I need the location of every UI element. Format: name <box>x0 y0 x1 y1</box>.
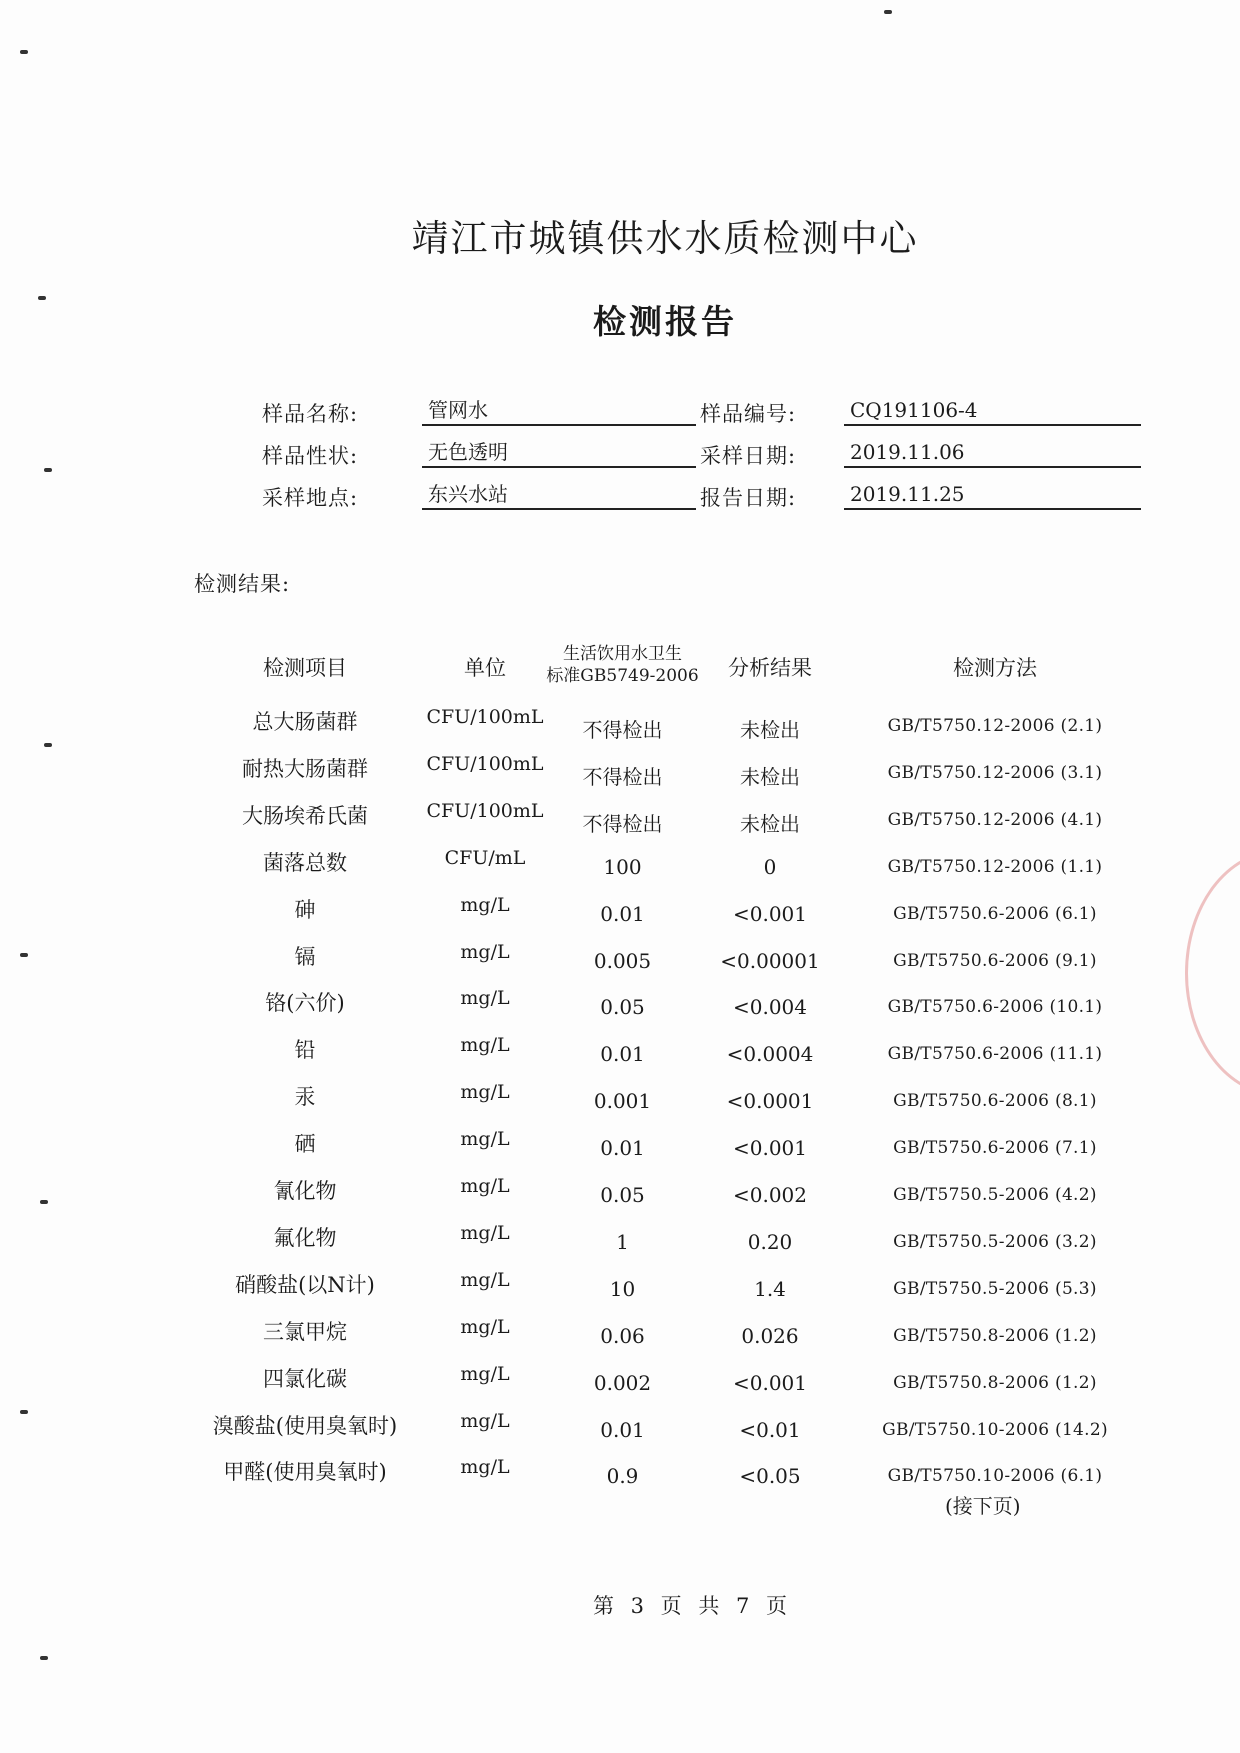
cell-method: GB/T5750.8-2006 (1.2) <box>893 1325 1097 1346</box>
cell-unit: CFU/100mL <box>426 799 544 822</box>
cell-result: 未检出 <box>740 764 800 789</box>
cell-item: 四氯化碳 <box>263 1366 347 1391</box>
cell-limit: 100 <box>603 854 642 879</box>
cell-limit: 0.05 <box>600 995 645 1020</box>
cell-unit: mg/L <box>460 1034 510 1057</box>
sampling-date-field <box>844 438 1141 468</box>
page-number: 第 3 页 共 7 页 <box>592 1594 788 1618</box>
continued-note: (接下页) <box>945 1494 1021 1518</box>
cell-limit: 0.01 <box>600 1136 645 1161</box>
cell-unit: CFU/mL <box>444 846 526 869</box>
cell-limit: 10 <box>609 1276 636 1301</box>
cell-unit: mg/L <box>460 1362 510 1385</box>
scan-speck <box>44 468 52 472</box>
cell-result: 0.026 <box>741 1323 799 1348</box>
sampling-location-field <box>422 480 696 510</box>
scan-speck <box>40 1200 48 1204</box>
cell-limit: 不得检出 <box>582 764 663 789</box>
cell-method: GB/T5750.6-2006 (7.1) <box>893 1138 1097 1159</box>
cell-method: GB/T5750.12-2006 (4.1) <box>887 809 1103 830</box>
header-result: 分析结果 <box>728 656 812 680</box>
scan-speck <box>44 743 52 747</box>
cell-result: <0.001 <box>732 1370 807 1395</box>
cell-limit: 不得检出 <box>582 811 663 836</box>
cell-method: GB/T5750.6-2006 (8.1) <box>893 1091 1097 1112</box>
sample-no-field <box>844 396 1141 426</box>
organization-title: 靖江市城镇供水水质检测中心 <box>411 217 919 260</box>
cell-method: GB/T5750.6-2006 (9.1) <box>893 950 1097 971</box>
cell-unit: mg/L <box>460 1128 510 1151</box>
cell-limit: 0.002 <box>593 1370 652 1395</box>
cell-method: GB/T5750.6-2006 (10.1) <box>887 997 1103 1018</box>
cell-limit: 0.001 <box>593 1089 652 1114</box>
cell-result: <0.002 <box>732 1183 807 1207</box>
cell-unit: mg/L <box>460 940 510 963</box>
cell-item: 汞 <box>294 1085 316 1110</box>
cell-item: 大肠埃希氏菌 <box>242 803 368 828</box>
sampling-location-label: 采样地点: <box>262 486 359 510</box>
sampling-location-value: 东兴水站 <box>428 482 508 506</box>
report-date-field <box>844 480 1141 510</box>
cell-result: <0.001 <box>732 901 807 926</box>
cell-method: GB/T5750.5-2006 (5.3) <box>893 1278 1097 1299</box>
cell-method: GB/T5750.6-2006 (11.1) <box>887 1044 1103 1065</box>
sample-name-value: 管网水 <box>428 398 488 422</box>
cell-unit: mg/L <box>460 1221 510 1244</box>
cell-item: 氰化物 <box>273 1179 337 1203</box>
cell-item: 硝酸盐(以N计) <box>235 1272 375 1297</box>
cell-unit: mg/L <box>460 1268 510 1291</box>
report-date-value: 2019.11.25 <box>850 482 965 506</box>
cell-limit: 0.01 <box>600 1042 645 1067</box>
cell-method: GB/T5750.12-2006 (3.1) <box>887 762 1103 783</box>
header-item: 检测项目 <box>263 656 347 680</box>
cell-result: <0.0001 <box>726 1089 814 1114</box>
sampling-date-label: 采样日期: <box>700 444 797 468</box>
cell-unit: mg/L <box>460 893 510 916</box>
header-limit-line1: 生活饮用水卫生 <box>563 644 682 664</box>
sample-property-value: 无色透明 <box>428 440 508 464</box>
cell-item: 铬(六价) <box>265 991 345 1016</box>
scan-speck <box>20 1410 28 1414</box>
cell-result: <0.01 <box>739 1417 801 1442</box>
scan-speck <box>20 50 28 54</box>
cell-unit: mg/L <box>460 1175 510 1197</box>
cell-unit: mg/L <box>460 1456 510 1479</box>
cell-limit: 0.06 <box>600 1323 645 1348</box>
cell-result: <0.0004 <box>726 1042 814 1067</box>
report-title: 检测报告 <box>593 302 737 341</box>
cell-result: 1.4 <box>754 1276 786 1301</box>
cell-unit: CFU/100mL <box>426 752 544 775</box>
sample-name-field <box>422 396 696 426</box>
scan-speck <box>884 10 892 14</box>
cell-result: <0.05 <box>739 1464 801 1489</box>
sample-no-label: 样品编号: <box>700 402 797 426</box>
cell-unit: mg/L <box>460 1315 510 1338</box>
cell-item: 硒 <box>294 1132 316 1157</box>
cell-item: 砷 <box>294 897 316 922</box>
sample-property-label: 样品性状: <box>262 444 359 468</box>
cell-unit: mg/L <box>460 1409 510 1432</box>
cell-result: 0.20 <box>747 1229 793 1254</box>
cell-method: GB/T5750.12-2006 (1.1) <box>887 856 1103 877</box>
header-limit <box>545 643 700 687</box>
cell-limit: 0.01 <box>600 901 645 926</box>
cell-limit: 0.005 <box>593 948 652 973</box>
cell-result: <0.00001 <box>720 948 820 973</box>
seal-stamp-edge <box>1185 850 1240 1096</box>
cell-result: <0.001 <box>732 1136 807 1161</box>
sample-property-field <box>422 438 696 468</box>
cell-item: 氟化物 <box>273 1225 337 1250</box>
cell-item: 溴酸盐(使用臭氧时) <box>212 1413 398 1438</box>
scan-speck <box>40 1656 48 1660</box>
cell-item: 铅 <box>294 1038 316 1063</box>
cell-item: 甲醛(使用臭氧时) <box>223 1460 387 1485</box>
sample-no-value: CQ191106-4 <box>850 398 978 422</box>
cell-item: 镉 <box>294 944 316 969</box>
cell-limit: 0.05 <box>600 1183 645 1207</box>
cell-unit: mg/L <box>460 1081 510 1104</box>
header-limit-line2: 标准GB5749-2006 <box>546 666 699 686</box>
cell-method: GB/T5750.10-2006 (6.1) <box>887 1466 1103 1487</box>
header-method: 检测方法 <box>953 656 1037 680</box>
cell-item: 菌落总数 <box>263 850 347 875</box>
cell-unit: CFU/100mL <box>426 706 544 728</box>
cell-result: 未检出 <box>740 718 800 742</box>
cell-method: GB/T5750.12-2006 (2.1) <box>887 716 1103 736</box>
scan-speck <box>20 953 28 957</box>
sample-name-label: 样品名称: <box>262 402 359 426</box>
cell-method: GB/T5750.10-2006 (14.2) <box>882 1419 1108 1440</box>
cell-item: 耐热大肠菌群 <box>242 756 368 781</box>
cell-result: 未检出 <box>740 811 800 836</box>
cell-method: GB/T5750.5-2006 (3.2) <box>893 1231 1097 1252</box>
cell-limit: 1 <box>616 1229 629 1254</box>
cell-limit: 0.01 <box>600 1417 645 1442</box>
report-date-label: 报告日期: <box>700 486 797 510</box>
cell-item: 总大肠菌群 <box>252 710 358 734</box>
cell-limit: 不得检出 <box>582 718 663 742</box>
cell-limit: 0.9 <box>606 1464 639 1489</box>
sampling-date-value: 2019.11.06 <box>850 440 965 464</box>
cell-unit: mg/L <box>460 987 510 1010</box>
cell-method: GB/T5750.6-2006 (6.1) <box>893 903 1097 924</box>
cell-method: GB/T5750.8-2006 (1.2) <box>893 1372 1097 1393</box>
cell-result: <0.004 <box>732 995 807 1020</box>
cell-item: 三氯甲烷 <box>263 1319 347 1344</box>
header-unit: 单位 <box>464 656 506 680</box>
cell-method: GB/T5750.5-2006 (4.2) <box>893 1185 1097 1205</box>
cell-result: 0 <box>763 854 777 879</box>
results-label: 检测结果: <box>194 572 291 596</box>
